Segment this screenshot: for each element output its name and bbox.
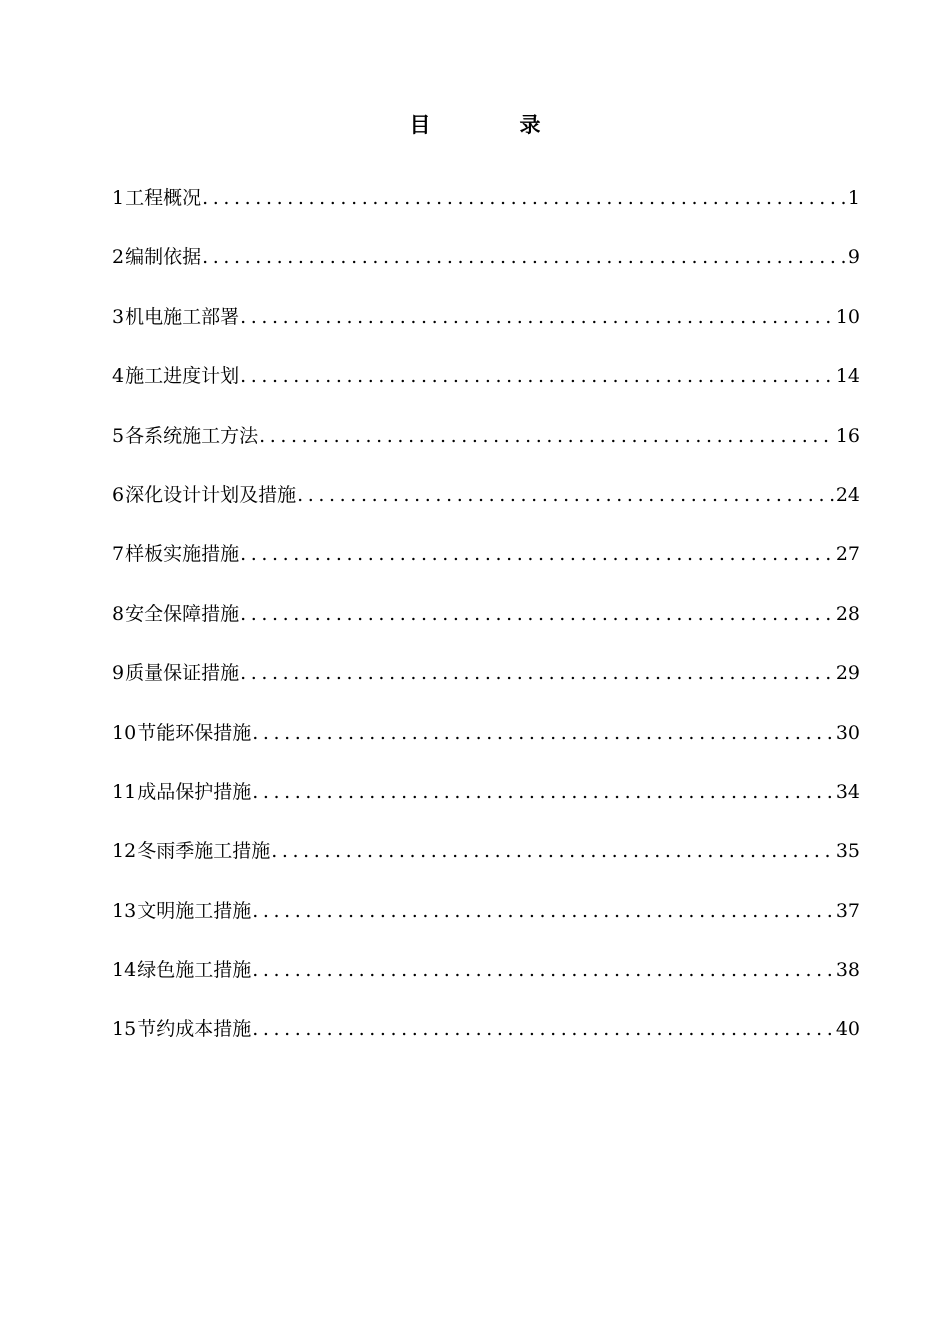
toc-entry-page: 14 [835, 365, 860, 388]
toc-entry-page: 35 [835, 840, 860, 863]
toc-entry-15[interactable] [112, 1012, 860, 1071]
toc-entry-number: 8 [112, 602, 125, 625]
toc-entry-number: 2 [112, 246, 125, 269]
toc-entry-title: 节约成本措施 [137, 1018, 252, 1041]
toc-entry-page: 40 [835, 1018, 860, 1041]
toc-dot-leader [202, 181, 846, 215]
toc-dot-leader [240, 656, 834, 690]
toc-entry-page: 28 [835, 602, 860, 625]
toc-entry-page: 34 [835, 780, 860, 803]
toc-entry-title: 节能环保措施 [137, 721, 252, 744]
toc-entry-13[interactable] [112, 894, 860, 953]
toc-dot-leader [259, 419, 834, 453]
toc-entry-9[interactable] [112, 656, 860, 715]
toc-dot-leader [240, 359, 834, 393]
toc-entry-number: 14 [112, 959, 137, 982]
toc-entry-number: 6 [112, 483, 125, 506]
toc-entry-11[interactable] [112, 775, 860, 834]
toc-entry-number: 9 [112, 662, 125, 685]
toc-entry-page: 37 [835, 899, 860, 922]
toc-title: 目 录 [409, 112, 575, 137]
toc-entry-title: 文明施工措施 [137, 899, 252, 922]
toc-entry-5[interactable] [112, 419, 860, 478]
toc-dot-leader [271, 834, 834, 868]
toc-entry-number: 7 [112, 543, 125, 566]
toc-dot-leader [252, 894, 834, 928]
toc-dot-leader [252, 775, 834, 809]
toc-entry-page: 16 [835, 424, 860, 447]
toc-dot-leader [202, 240, 846, 274]
toc-entry-number: 3 [112, 305, 125, 328]
toc-entry-title: 冬雨季施工措施 [137, 840, 271, 863]
toc-entry-title: 机电施工部署 [125, 305, 240, 328]
toc-dot-leader [252, 1012, 834, 1046]
toc-entry-page: 38 [835, 959, 860, 982]
toc-dot-leader [252, 953, 834, 987]
toc-dot-leader [252, 716, 834, 750]
toc-entry-10[interactable] [112, 716, 860, 775]
toc-entry-title: 深化设计计划及措施 [125, 483, 297, 506]
toc-dot-leader [297, 478, 834, 512]
toc-entry-number: 4 [112, 365, 125, 388]
toc-entry-1[interactable] [112, 181, 860, 240]
toc-entry-number: 13 [112, 899, 137, 922]
toc-entry-number: 11 [112, 780, 137, 803]
toc-entry-8[interactable] [112, 597, 860, 656]
toc-entry-4[interactable] [112, 359, 860, 418]
toc-entry-page: 9 [847, 246, 860, 269]
toc-entry-page: 30 [835, 721, 860, 744]
toc-entry-title: 各系统施工方法 [125, 424, 259, 447]
toc-entry-2[interactable] [112, 240, 860, 299]
toc-entry-page: 29 [835, 662, 860, 685]
toc-entry-page: 27 [835, 543, 860, 566]
toc-entry-3[interactable] [112, 300, 860, 359]
toc-entry-title: 编制依据 [125, 246, 202, 269]
toc-entry-title: 工程概况 [125, 187, 202, 209]
toc-entry-7[interactable] [112, 537, 860, 596]
toc-entry-number: 5 [112, 424, 125, 447]
toc-entry-title: 安全保障措施 [125, 602, 240, 625]
toc-entry-title: 质量保证措施 [125, 662, 240, 685]
toc-entry-number: 1 [112, 187, 125, 209]
toc-entry-title: 成品保护措施 [137, 780, 252, 803]
toc-entry-page: 24 [835, 483, 860, 506]
toc-entry-title: 施工进度计划 [125, 365, 240, 388]
toc-dot-leader [240, 300, 834, 334]
toc-list [112, 181, 860, 1072]
toc-entry-title: 绿色施工措施 [137, 959, 252, 982]
toc-entry-14[interactable] [112, 953, 860, 1012]
toc-entry-page: 1 [847, 187, 860, 209]
toc-dot-leader [240, 537, 834, 571]
toc-entry-title: 样板实施措施 [125, 543, 240, 566]
toc-entry-6[interactable] [112, 478, 860, 537]
toc-entry-page: 10 [835, 305, 860, 328]
toc-entry-number: 15 [112, 1018, 137, 1041]
toc-dot-leader [240, 597, 834, 631]
toc-entry-12[interactable] [112, 834, 860, 893]
toc-entry-number: 10 [112, 721, 137, 744]
toc-entry-number: 12 [112, 840, 137, 863]
